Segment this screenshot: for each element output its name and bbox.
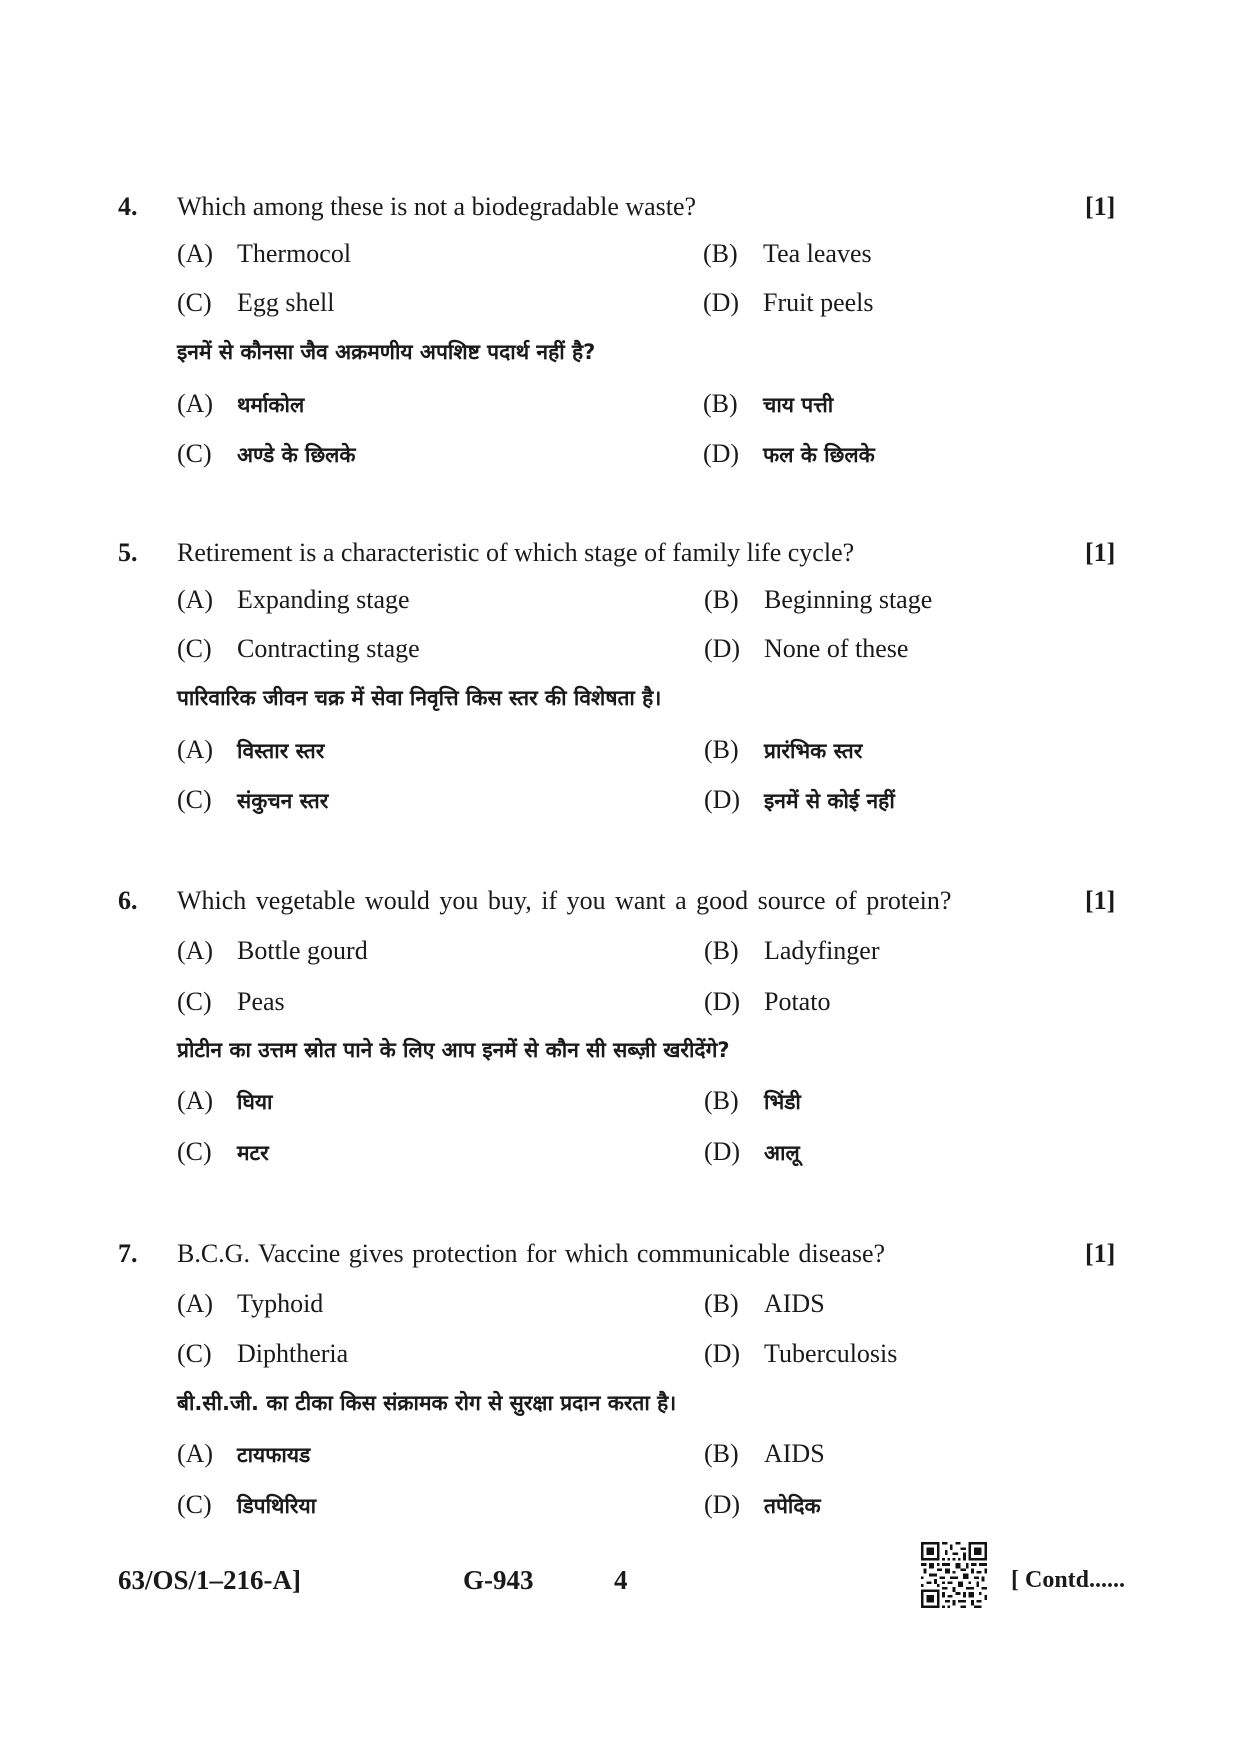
option-c: (C) Contracting stage (177, 634, 420, 663)
page-number: 4 (614, 1565, 628, 1595)
option-a: (A) Bottle gourd (177, 936, 368, 965)
question-text: Retirement is a characteristic of which stage of family life cycle? (177, 538, 855, 567)
option-c: (C) Egg shell (177, 288, 335, 317)
hindi-option-c: (C) अण्डे के छिलके (177, 439, 356, 468)
option-c: (C) Peas (177, 987, 285, 1016)
question-text: Which among these is not a biodegradable waste? (177, 192, 697, 221)
hindi-option-c: (C) मटर (177, 1137, 269, 1166)
question-marks: [1] (1085, 192, 1116, 221)
hindi-option-d: (D) इनमें से कोई नहीं (704, 785, 895, 814)
option-d: (D) None of these (704, 634, 909, 663)
hindi-option-a: (A) थर्माकोल (177, 389, 305, 418)
hindi-option-a: (A) घिया (177, 1086, 273, 1115)
option-a: (A) Typhoid (177, 1289, 324, 1318)
hindi-option-d: (D) फल के छिलके (703, 439, 875, 468)
question-number: 6. (118, 886, 138, 915)
hindi-option-a: (A) टायफायड (177, 1439, 311, 1468)
hindi-option-b: (B) AIDS (704, 1439, 825, 1468)
question-text: Which vegetable would you buy, if you want a good source of protein? (177, 886, 952, 915)
hindi-question-text: पारिवारिक जीवन चक्र में सेवा निवृत्ति किस स्तर की विशेषता है। (177, 686, 662, 710)
option-b: (B) Ladyfinger (704, 936, 880, 965)
hindi-option-b: (B) प्रारंभिक स्तर (704, 735, 863, 764)
series-code: G-943 (463, 1565, 534, 1595)
continued-label: [ Contd...... (1011, 1567, 1126, 1593)
option-d: (D) Fruit peels (703, 288, 874, 317)
hindi-question-text: बी.सी.जी. का टीका किस संक्रामक रोग से सुरक्षा प्रदान करता है। (177, 1391, 677, 1415)
question-marks: [1] (1085, 1239, 1116, 1268)
paper-code: 63/OS/1–216-A] (118, 1565, 302, 1595)
hindi-option-b: (B) भिंडी (704, 1086, 801, 1115)
option-c: (C) Diphtheria (177, 1339, 349, 1368)
question-marks: [1] (1085, 538, 1116, 567)
option-a: (A) Expanding stage (177, 585, 410, 614)
option-d: (D) Tuberculosis (704, 1339, 898, 1368)
option-b: (B) AIDS (704, 1289, 825, 1318)
option-b: (B) Tea leaves (703, 239, 872, 268)
question-number: 5. (118, 538, 138, 567)
option-b: (B) Beginning stage (704, 585, 933, 614)
hindi-option-d: (D) तपेदिक (704, 1490, 821, 1519)
question-marks: [1] (1085, 886, 1116, 915)
hindi-option-d: (D) आलू (704, 1137, 800, 1166)
question-number: 4. (118, 192, 138, 221)
question-number: 7. (118, 1239, 138, 1268)
hindi-option-b: (B) चाय पत्ती (703, 389, 834, 418)
question-text: B.C.G. Vaccine gives protection for which communicable disease? (177, 1239, 886, 1268)
hindi-option-c: (C) डिपथिरिया (177, 1490, 317, 1519)
option-d: (D) Potato (704, 987, 831, 1016)
option-a: (A) Thermocol (177, 239, 352, 268)
hindi-option-a: (A) विस्तार स्तर (177, 735, 325, 764)
hindi-question-text: इनमें से कौनसा जैव अक्रमणीय अपशिष्ट पदार्थ नहीं है? (177, 340, 596, 364)
qr-code-icon (921, 1542, 987, 1608)
hindi-question-text: प्रोटीन का उत्तम स्रोत पाने के लिए आप इनमें से कौन सी सब्ज़ी खरीदेंगे? (177, 1038, 730, 1062)
hindi-option-c: (C) संकुचन स्तर (177, 785, 329, 814)
